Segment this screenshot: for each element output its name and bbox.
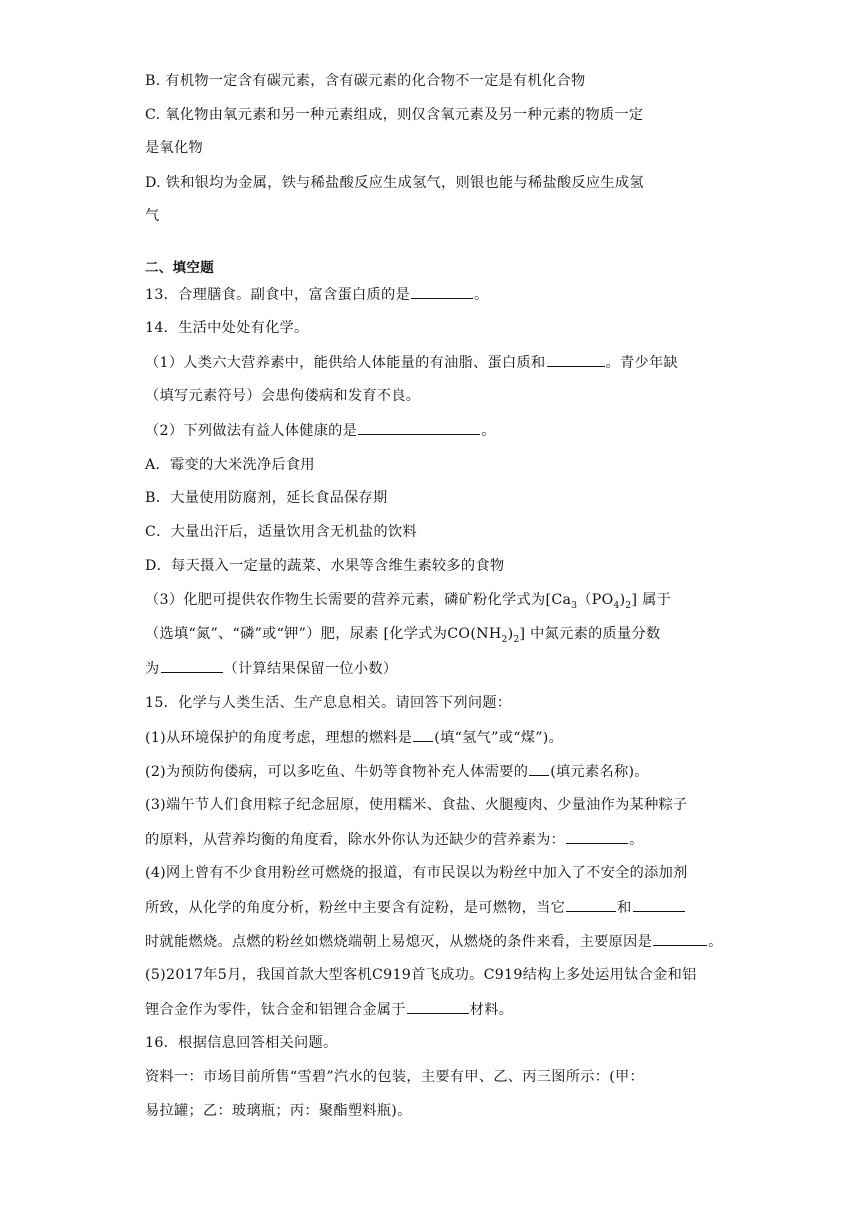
q15-p5-end: 材料。 — [469, 1002, 514, 1018]
q14-p3-text: （3）化肥可提供农作物生长需要的营养元素，磷矿粉化学式为[Ca — [145, 592, 572, 608]
q14-p3-text3: ] 中氮元素的质量分数 — [519, 626, 661, 642]
q14-option-a: A．霉变的大米洗净后食用 — [145, 457, 315, 473]
q14-p3-text-mid: （PO — [577, 592, 614, 608]
q15-p1-blank[interactable] — [413, 727, 433, 742]
q14-option-c: C．大量出汗后，适量饮用含无机盐的饮料 — [145, 524, 417, 540]
q15-part4-line3 — [145, 931, 725, 952]
q14-part3-line3 — [145, 658, 725, 679]
q16-info1-line2: 易拉罐；乙：玻璃瓶；丙：聚酯塑料瓶)。 — [145, 1103, 412, 1119]
section-title: 二、填空题 — [145, 260, 214, 276]
option-c-prev-line1: C. 氧化物由氧元素和另一种元素组成，则仅含氧元素及另一种元素的物质一定 — [145, 107, 644, 123]
q15-p1-text: (1)从环境保护的角度考虑，理想的燃料是 — [145, 730, 413, 746]
subscript: 4 — [613, 600, 620, 611]
q13-end: 。 — [473, 287, 489, 303]
q15-p2-blank[interactable] — [529, 761, 549, 776]
option-d-prev-line1: D. 铁和银均为金属，铁与稀盐酸反应生成氢气，则银也能与稀盐酸反应生成氢 — [145, 175, 644, 191]
q15-part4-line2 — [145, 897, 725, 918]
q14-part1-line1 — [145, 352, 725, 373]
q14-p3-text2: （选填“氮”、“磷”或“钾”）肥，尿素 [化学式为CO(NH — [145, 626, 502, 642]
q15-p1-text2: (填“氢气”或“煤”)。 — [434, 730, 564, 746]
q14-option-d: D．每天摄入一定量的蔬菜、水果等含维生素较多的食物 — [145, 558, 505, 574]
q15-p2-text2: (填元素名称)。 — [550, 764, 649, 780]
q14-p2-text: （2）下列做法有益人体健康的是 — [145, 423, 358, 439]
q13-text: 13．合理膳食。副食中，富含蛋白质的是 — [145, 287, 410, 303]
q15-p4-and: 和 — [617, 900, 632, 916]
q15-part4-line1: (4)网上曾有不少食用粉丝可燃烧的报道，有市民误以为粉丝中加入了不安全的添加剂 — [145, 865, 688, 881]
q15-p5-text: 锂合金作为零件，钛合金和铝锂合金属于 — [145, 1002, 406, 1018]
q14-part1-line2: （填写元素符号）会患佝偻病和发育不良。 — [145, 388, 421, 404]
q14-p3-text4: 为 — [145, 661, 160, 677]
q15-part3-line1: (3)端午节人们食用粽子纪念屈原，使用糯米、食盐、火腿瘦肉、少量油作为某种粽子 — [145, 797, 688, 813]
question-13 — [145, 284, 725, 305]
subscript: 3 — [571, 600, 578, 611]
q14-p3-text-end: ] 属于 — [631, 592, 672, 608]
q14-p1-blank1[interactable] — [547, 352, 605, 367]
q14-p3-blank[interactable] — [161, 658, 223, 673]
q14-p3-text5: （计算结果保留一位小数） — [223, 661, 398, 677]
subscript: 2 — [513, 634, 520, 645]
q14-part3-line2 — [145, 624, 725, 644]
q13-answer-blank[interactable] — [411, 284, 473, 299]
q14-p2-end: 。 — [481, 423, 496, 439]
q15-p3-end: 。 — [629, 832, 644, 848]
question-14-stem: 14．生活中处处有化学。 — [145, 320, 309, 336]
q15-p3-text: 的原料，从营养均衡的角度看，除水外你认为还缺少的营养素为： — [145, 832, 566, 848]
q14-option-b: B．大量使用防腐剂，延长食品保存期 — [145, 490, 388, 506]
q14-p2-blank[interactable] — [358, 420, 480, 435]
subscript: 2 — [501, 634, 508, 645]
q15-p4-text: 所致，从化学的角度分析，粉丝中主要含有淀粉，是可燃物，当它 — [145, 900, 566, 916]
question-15-stem: 15．化学与人类生活、生产息息相关。请回答下列问题： — [145, 695, 512, 711]
q14-part2 — [145, 420, 725, 441]
q14-part3-line1 — [145, 590, 725, 610]
q14-p1-text: （1）人类六大营养素中，能供给人体能量的有油脂、蛋白质和 — [145, 355, 546, 371]
q15-p2-text: (2)为预防佝偻病，可以多吃鱼、牛奶等食物补充人体需要的 — [145, 764, 529, 780]
q15-p4-end: 。 — [708, 934, 723, 950]
q15-p4-blank3[interactable] — [653, 931, 707, 946]
q15-p3-blank[interactable] — [566, 829, 628, 844]
option-d-prev-line2: 气 — [145, 208, 160, 224]
q15-p5-blank[interactable] — [407, 999, 469, 1014]
q15-part5-line2 — [145, 999, 725, 1020]
q15-p4-blank1[interactable] — [566, 897, 616, 912]
q15-part1 — [145, 727, 725, 748]
option-b-prev: B. 有机物一定含有碳元素，含有碳元素的化合物不一定是有机化合物 — [145, 73, 586, 89]
option-c-prev-line2: 是氧化物 — [145, 140, 203, 156]
question-16-stem: 16．根据信息回答相关问题。 — [145, 1035, 338, 1051]
q14-p3-paren2: ) — [507, 626, 514, 642]
q15-part2 — [145, 761, 725, 782]
q15-p4-blank2[interactable] — [633, 897, 685, 912]
q15-p4-text2: 时就能燃烧。点燃的粉丝如燃烧端朝上易熄灭，从燃烧的条件来看，主要原因是 — [145, 934, 653, 950]
q14-p3-paren: ) — [619, 592, 626, 608]
q15-part5-line1: (5)2017年5月，我国首款大型客机C919首飞成功。C919结构上多处运用钛合金和铝 — [145, 967, 697, 983]
q15-part3-line2 — [145, 829, 725, 850]
q16-info1-line1: 资料一：市场目前所售“雪碧”汽水的包装，主要有甲、乙、丙三图所示：(甲： — [145, 1069, 645, 1085]
q14-p1-text2: 。青少年缺 — [605, 355, 678, 371]
subscript: 2 — [625, 600, 632, 611]
